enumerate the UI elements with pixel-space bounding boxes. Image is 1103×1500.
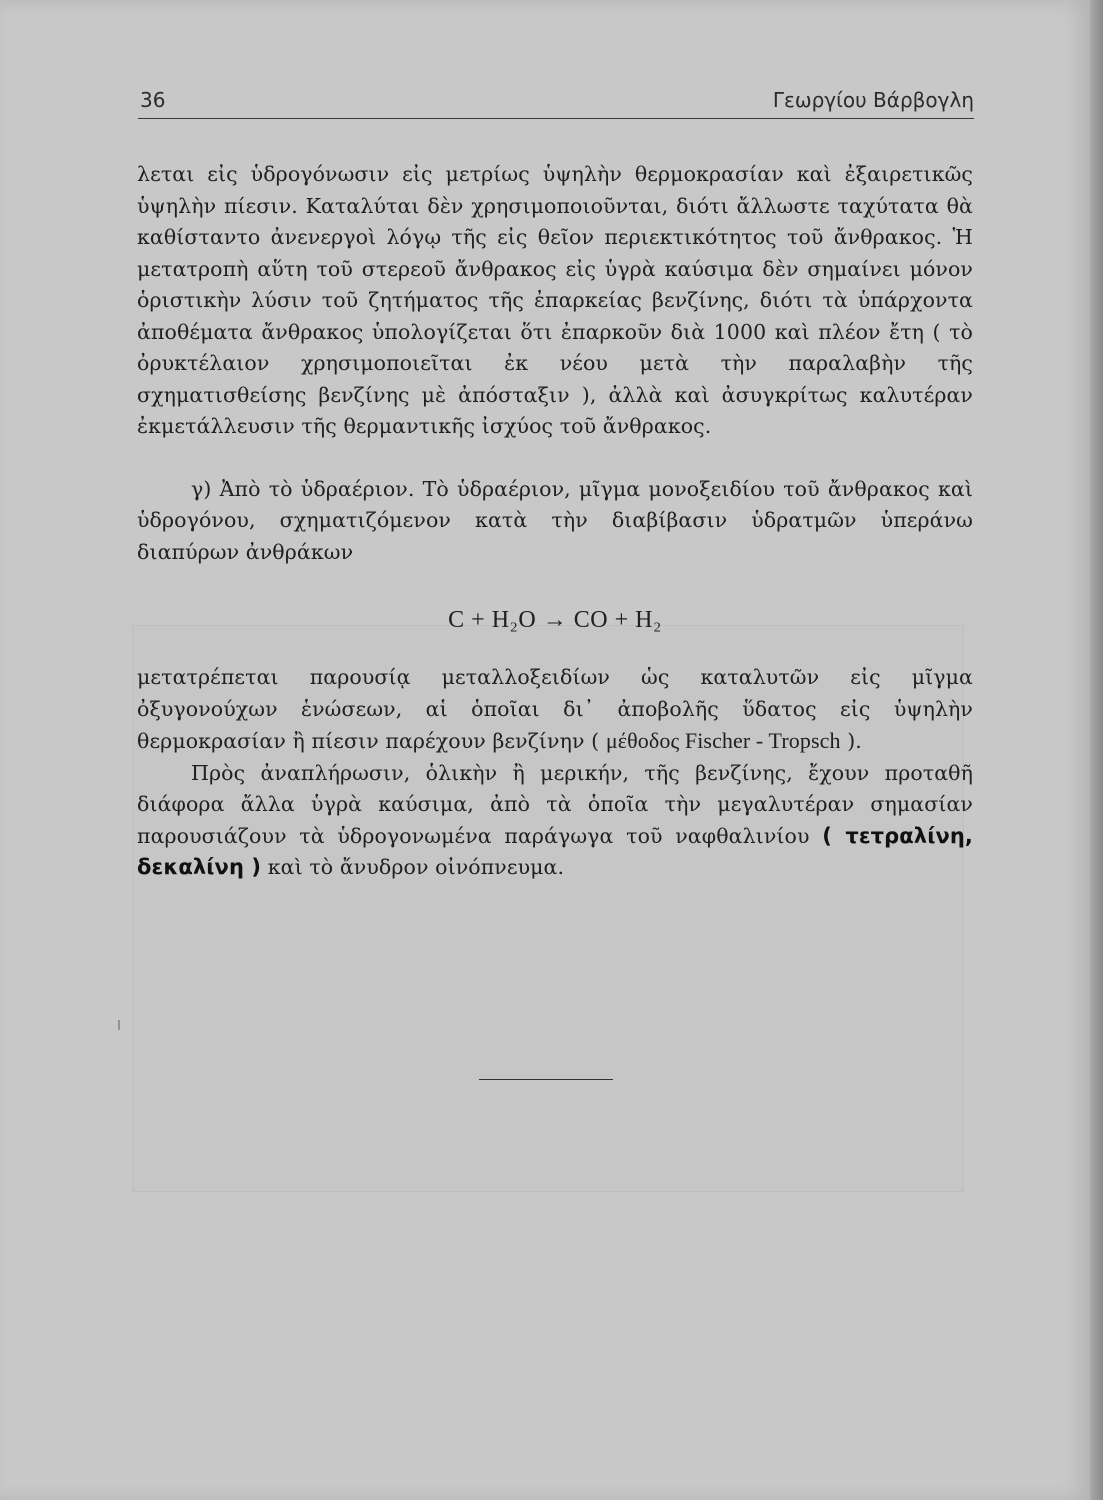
paragraph-4 [137,758,973,884]
page-number: 36 [140,88,166,112]
paragraph-4-bold: ( τετραλίνη, δεκαλίνη ) [137,823,974,879]
page-header [138,84,974,119]
section-end-rule [479,1079,613,1080]
method-name: μέθοδος Fischer - Tropsch [605,728,841,753]
paragraph-4-tail: καὶ τὸ ἄνυδρον οἰνόπνευμα. [267,855,565,879]
chemical-equation: C + H₂O → CO + H₂ [448,607,662,633]
paragraph-4-text: Πρὸς ἀναπλήρωσιν, ὁλικὴν ἢ μερικήν, τῆς βενζίνης, ἔχουν προταθῆ διάφορα ἄλλα ὑγρὰ καύσιμα, ἀπὸ τὰ ὁποῖα τὴν μεγαλυτέραν σημασίαν παρουσιάζουν τὰ ὑδρογονωμένα παράγωγα τοῦ ναφθαλινίου [137,760,973,848]
body-text [137,159,973,884]
paragraph-3-text: μετατρέπεται παρουσίᾳ μεταλλοξειδίων ὡς καταλυτῶν εἰς μῖγμα ὀξυγονούχων ἑνώσεων, αἱ ὁποῖαι δι᾽ ἀποβολῆς ὕδατος εἰς ὑψηλὴν θερμοκρασίαν ἢ πίεσιν παρέχουν βενζίνην ( [137,665,973,753]
paragraph-3-close: ). [847,729,862,753]
paragraph-1: λεται εἰς ὑδρογόνωσιν εἰς μετρίως ὑψηλὴν θερμοκρασίαν καὶ ἐξαιρετικῶς ὑψηλὴν πίεσιν. Καταλύται δὲν χρησιμοποιοῦνται, διότι ἄλλωστε ταχύτατα θὰ καθίσταντο ἀνενεργοὶ λόγῳ τῆς εἰς θεῖον περιεκτικότητος τοῦ ἄνθρακος. Ἡ μετατροπὴ αὕτη τοῦ στερεοῦ ἄνθρακος εἰς ὑγρὰ καύσιμα δὲν σημαίνει μόνον ὁριστικὴν λύσιν τοῦ ζητήματος τῆς ἐπαρκείας βενζίνης, διότι τὰ ὑπάρχοντα ἀποθέματα ἄνθρακος ὑπολογίζεται ὅτι ἐπαρκοῦν διὰ 1000 καὶ πλέον ἔτη ( τὸ ὀρυκτέλαιον χρησιμοποιεῖται ἐκ νέου μετὰ τὴν παραλαβὴν τῆς σχηματισθείσης βενζίνης μὲ ἀπόσταξιν ), ἀλλὰ καὶ ἀσυγκρίτως καλυτέραν ἐκμετάλλευσιν τῆς θερμαντικῆς ἰσχύος τοῦ ἄνθρακος. [137,162,973,438]
running-head: Γεωργίου Βάρβογλη [772,88,974,112]
paragraph-3 [137,662,973,758]
page-edge [1090,0,1103,1500]
paragraph-gap [137,443,973,474]
paragraph-2: γ) Ἀπὸ τὸ ὑδραέριον. Τὸ ὑδραέριον, μῖγμα μονοξειδίου τοῦ ἄνθρακος καὶ ὑδρογόνου, σχηματιζόμενον κατὰ τὴν διαβίβασιν ὑδρατμῶν ὑπεράνω διαπύρων ἀνθράκων [137,476,973,564]
page-speck [118,1020,120,1030]
